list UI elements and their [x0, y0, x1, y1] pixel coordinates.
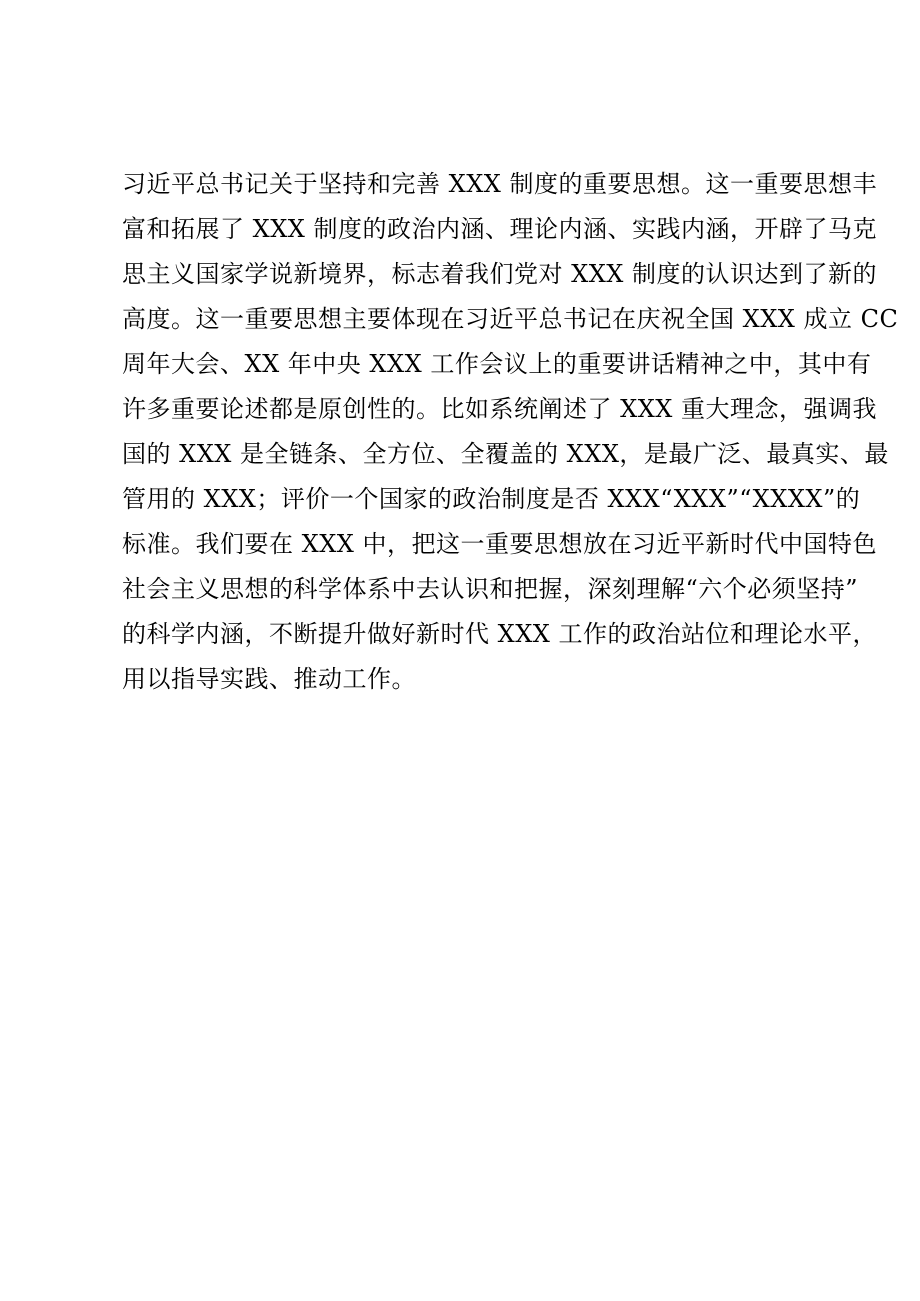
paragraph-line: 的科学内涵，不断提升做好新时代 XXX 工作的政治站位和理论水平， [122, 620, 878, 648]
paragraph-line: 国的 XXX 是全链条、全方位、全覆盖的 XXX，是最广泛、最真实、最 [122, 440, 889, 468]
paragraph-line: 周年大会、XX 年中央 XXX 工作会议上的重要讲话精神之中，其中有 [122, 350, 872, 378]
paragraph-line: 习近平总书记关于坚持和完善 XXX 制度的重要思想。这一重要思想丰 [122, 170, 878, 198]
paragraph-line: 高度。这一重要思想主要体现在习近平总书记在庆祝全国 XXX 成立 CC [122, 305, 899, 333]
paragraph-line: 标准。我们要在 XXX 中，把这一重要思想放在习近平新时代中国特色 [122, 530, 878, 558]
body-paragraph [122, 162, 899, 702]
paragraph-line: 许多重要论述都是原创性的。比如系统阐述了 XXX 重大理念，强调我 [122, 395, 878, 423]
paragraph-line: 思主义国家学说新境界，标志着我们党对 XXX 制度的认识达到了新的 [122, 260, 878, 288]
paragraph-line: 富和拓展了 XXX 制度的政治内涵、理论内涵、实践内涵，开辟了马克 [122, 215, 878, 243]
paragraph-line: 用以指导实践、推动工作。 [122, 665, 416, 693]
paragraph-line: 管用的 XXX；评价一个国家的政治制度是否 XXX“XXX”“XXXX”的 [122, 485, 861, 513]
paragraph-line: 社会主义思想的科学体系中去认识和把握，深刻理解“六个必须坚持” [122, 575, 859, 603]
